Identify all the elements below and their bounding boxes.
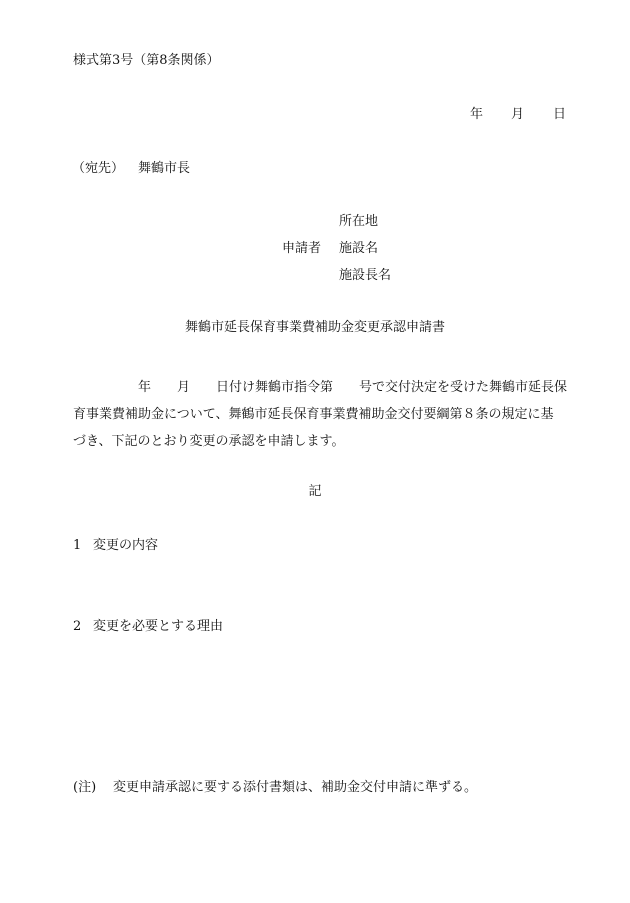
body-paragraph: [73, 374, 573, 455]
note: [73, 780, 477, 796]
form-number: 様式第3号（第8条関係）: [73, 53, 220, 68]
note-label: (注): [73, 780, 97, 795]
applicant-location-label: 所在地: [339, 214, 379, 229]
body-line-1: 年 月 日付け舞鶴市指令第 号で交付決定を受けた舞鶴市延長保: [73, 380, 568, 395]
item-number: 1: [73, 538, 82, 553]
item-number: 2: [73, 619, 82, 634]
addressee: [72, 161, 190, 177]
document-title: 舞鶴市延長保育事業費補助金変更承認申請書: [184, 320, 445, 335]
date-month-label: 月: [511, 107, 525, 122]
applicant-facility-label: 施設名: [339, 241, 379, 256]
applicant-director-label: 施設長名: [339, 268, 392, 283]
body-line-2: 育事業費補助金について、舞鶴市延長保育事業費補助金交付要綱第８条の規定に基: [73, 407, 554, 422]
applicant-block: [282, 214, 432, 284]
item-label: 変更の内容: [93, 538, 159, 553]
applicant-role-label: 申請者: [282, 241, 322, 256]
date-line: [470, 107, 570, 123]
list-item: [73, 538, 158, 554]
body-line-3: づき、下記のとおり変更の承認を申請します。: [73, 434, 345, 449]
note-text: 変更申請承認に要する添付書類は、補助金交付申請に準ずる。: [113, 780, 478, 795]
addressee-label: （宛先）: [72, 161, 125, 176]
date-year-label: 年: [470, 107, 484, 122]
ki-heading: 記: [308, 484, 322, 499]
list-item: [73, 619, 223, 635]
date-day-label: 日: [553, 107, 567, 122]
item-label: 変更を必要とする理由: [93, 619, 224, 634]
addressee-name: 舞鶴市長: [138, 161, 191, 176]
